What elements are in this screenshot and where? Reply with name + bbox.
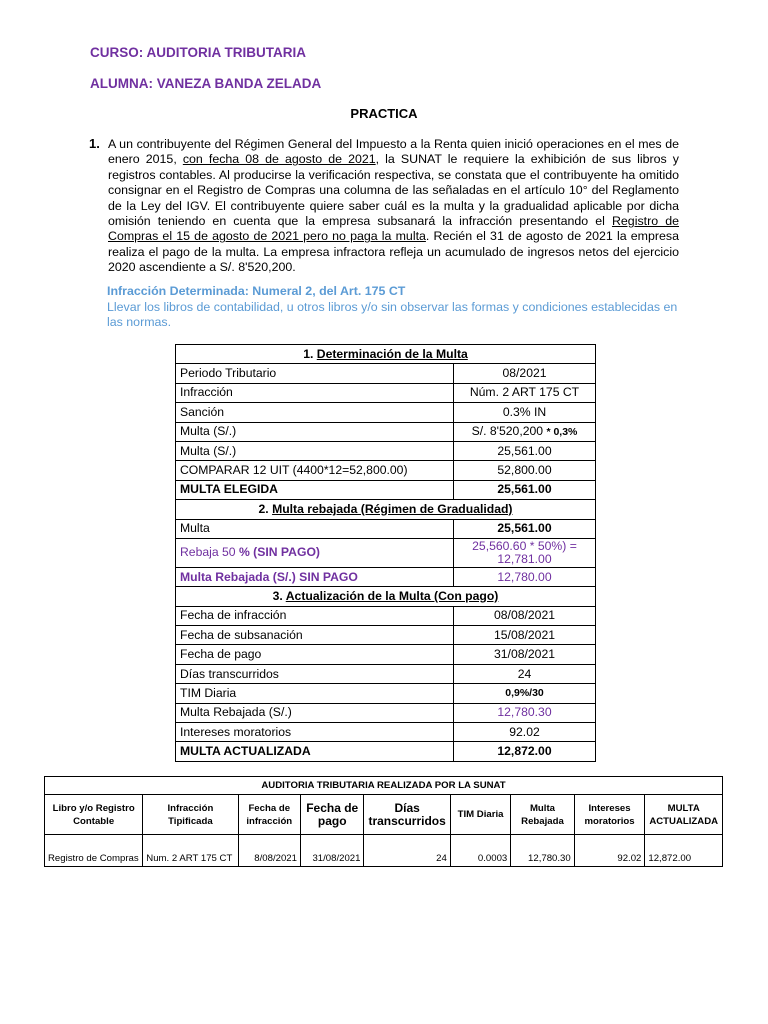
row-label: Sanción [176,403,454,422]
row-value: 12,780.00 [454,567,596,586]
audit-header-row [45,795,723,835]
section-number: 1. [303,346,317,361]
table-row [176,538,596,567]
row-value: Núm. 2 ART 175 CT [454,383,596,402]
table-row [176,606,596,625]
section-title-text: Multa rebajada (Régimen de Gradualidad) [272,501,513,516]
infraction-title: Infracción Determinada: Numeral 2, del Art. 175 CT [107,284,406,298]
row-label: Fecha de pago [176,645,454,664]
table-cell: 8/08/2021 [238,835,300,867]
rebaja-label-part: % (SIN PAGO) [238,545,320,560]
row-value: 08/2021 [454,364,596,383]
table-cell: 12,872.00 [645,835,723,867]
row-label: Multa [176,519,454,538]
section-number: 3. [272,588,286,603]
row-label: Infracción [176,383,454,402]
section-number: 2. [258,501,273,516]
column-header: Libro y/o Registro Contable [45,795,143,835]
table-row [45,835,723,867]
multa-factor: * 0,3% [546,425,578,438]
column-header: Fecha de pago [300,795,363,835]
table-row [176,664,596,683]
row-label: Multa (S/.) [176,441,454,460]
column-header: MULTA ACTUALIZADA [645,795,723,835]
question-text-underlined: Registro de Compras el 15 de agosto de 2021 pero no paga la multa [108,214,679,244]
column-header: Fecha de infracción [238,795,300,835]
table-row [176,422,596,441]
table-cell: 24 [364,835,450,867]
question-text-part: , la SUNAT le requiere la exhibición de sus libros y registros contables. Al producirse la verificación respectiva, se constata que el contribuyente ha omitido consignar en el Registro de Compras una columna de las señaladas en el artículo 10° del Reglamento de la Ley del IGV. El contribuyente quiere saber cuál es la multa y la gradualidad aplicable por dicha omisión teniendo en cuenta que la empresa subsanará la infracción presentando el [108,152,679,229]
table-row [176,441,596,460]
row-value: 92.02 [454,723,596,742]
row-label: Periodo Tributario [176,364,454,383]
rebaja-value-line: 25,560.60 * 50%) = [472,538,577,553]
question-text-underlined: con fecha 08 de agosto de 2021 [182,152,376,167]
table-row [176,364,596,383]
column-header: Infracción Tipificada [143,795,238,835]
table-cell: 31/08/2021 [300,835,363,867]
row-value [454,422,596,441]
row-label: TIM Diaria [176,684,454,703]
row-label: Fecha de infracción [176,606,454,625]
section-title-text: Actualización de la Multa (Con pago) [285,588,499,603]
question-text-part: . Recién el 31 de agosto de 2021 la empresa realiza el pago de la multa. La empresa infractora refleja un acumulado de ingresos netos del ejercicio 2020 ascendiente a S/. 8'520,200. [108,229,679,275]
audit-title-row [45,777,723,795]
section-title-text: Determinación de la Multa [316,346,468,361]
infraction-description [107,300,679,329]
fine-calculation-table [175,344,596,762]
row-value: 0,9%/30 [454,684,596,703]
section-title [176,587,596,606]
infraction-description-line: Llevar los libros de contabilidad, u otros libros y/o sin observar las formas y condiciones establecidas en [107,300,678,314]
rebaja-label-part: Rebaja 50 [180,545,239,560]
table-row [176,645,596,664]
table-cell: Num. 2 ART 175 CT [143,835,238,867]
multa-base: S/. 8'520,200 [471,423,547,438]
table-row [176,461,596,480]
table-row [176,626,596,645]
table-row [176,519,596,538]
row-label: Intereses moratorios [176,723,454,742]
table-row-total [176,742,596,761]
table-cell: Registro de Compras [45,835,143,867]
question-text-part: A un contribuyente del Régimen General del Impuesto a la Renta quien inició operaciones en el mes de enero 2015, [108,137,679,167]
section-title [176,500,596,519]
row-value: 25,561.00 [454,519,596,538]
row-value: 24 [454,664,596,683]
table-cell: 12,780.30 [511,835,574,867]
page-title: PRACTICA [350,106,418,121]
table-row [176,723,596,742]
row-label: Fecha de subsanación [176,626,454,645]
row-label: Multa Rebajada (S/.) SIN PAGO [176,567,454,586]
row-label: COMPARAR 12 UIT (4400*12=52,800.00) [176,461,454,480]
row-value: 52,800.00 [454,461,596,480]
column-header: Multa Rebajada [511,795,574,835]
row-value: 25,561.00 [454,441,596,460]
sunat-audit-table [44,776,723,867]
course-heading: CURSO: AUDITORIA TRIBUTARIA [90,45,306,60]
table-row [176,403,596,422]
table-row-total [176,480,596,499]
section-title [176,345,596,364]
section-header-gradualidad [176,500,596,519]
row-label [176,538,454,567]
row-label: MULTA ACTUALIZADA [176,742,454,761]
section-header-determination [176,345,596,364]
row-value [454,538,596,567]
table-row [176,383,596,402]
student-heading: ALUMNA: VANEZA BANDA ZELADA [90,76,322,91]
row-value: 12,780.30 [454,703,596,722]
row-label: Días transcurridos [176,664,454,683]
table-row [176,684,596,703]
row-label: Multa (S/.) [176,422,454,441]
table-row [176,567,596,586]
column-header: TIM Diaria [450,795,510,835]
row-value: 12,872.00 [454,742,596,761]
column-header: Días transcurridos [364,795,450,835]
question-number: 1. [89,136,100,151]
table-cell: 92.02 [574,835,645,867]
table-cell: 0.0003 [450,835,510,867]
infraction-description-line: las normas. [107,314,172,329]
row-value: 31/08/2021 [454,645,596,664]
column-header: Intereses moratorios [574,795,645,835]
row-value: 15/08/2021 [454,626,596,645]
audit-title: AUDITORIA TRIBUTARIA REALIZADA POR LA SUNAT [45,777,723,795]
row-value: 0.3% IN [454,403,596,422]
row-value: 08/08/2021 [454,606,596,625]
table-row [176,703,596,722]
section-header-actualizacion [176,587,596,606]
row-label: Multa Rebajada (S/.) [176,703,454,722]
row-label: MULTA ELEGIDA [176,480,454,499]
question-text [108,137,679,276]
rebaja-value-line: 12,781.00 [497,551,552,566]
row-value: 25,561.00 [454,480,596,499]
